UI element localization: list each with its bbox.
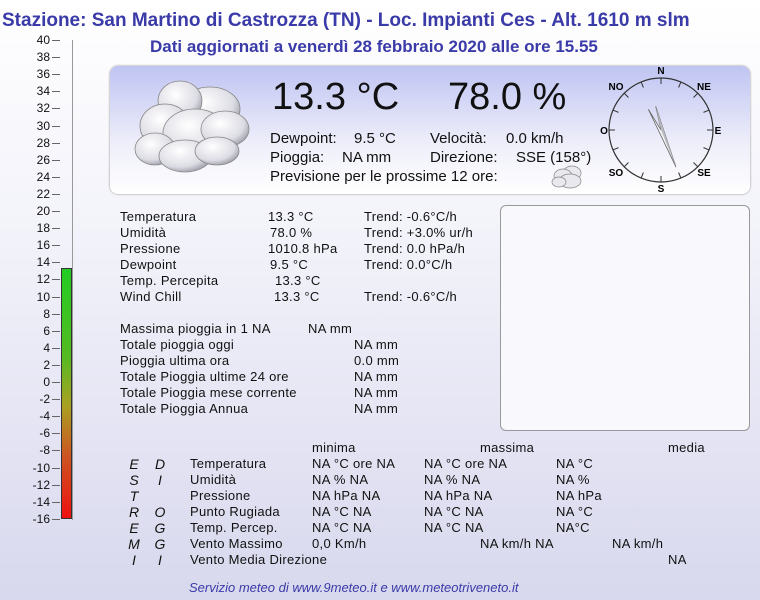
extreme-min: NA hPa NA xyxy=(312,488,381,503)
scale-tick xyxy=(52,519,60,520)
compass-tick xyxy=(613,148,619,150)
scale-tick-label: 6 xyxy=(43,323,50,338)
scale-tick xyxy=(52,450,60,451)
col-min-header: minima xyxy=(312,440,356,455)
scale-tick xyxy=(52,297,60,298)
scale-tick-label: 38 xyxy=(36,50,50,65)
wind-direction-needle xyxy=(648,106,679,168)
scale-tick xyxy=(52,91,60,92)
reading-value: 1010.8 hPa xyxy=(268,241,338,256)
scale-tick-label: -12 xyxy=(32,477,50,492)
compass-ne: NE xyxy=(697,82,711,93)
scale-tick xyxy=(52,382,60,383)
extreme-label: Umidità xyxy=(190,472,237,487)
dewpoint-value: 9.5 °C xyxy=(354,130,396,147)
wind-direction-value: SSE (158°) xyxy=(516,149,592,166)
scale-tick-label: 22 xyxy=(36,186,50,201)
rain-value: NA mm xyxy=(354,385,399,400)
compass-tick xyxy=(624,163,628,167)
scale-tick xyxy=(52,279,60,280)
scale-tick-label: -14 xyxy=(32,494,50,509)
rain-value: 0.0 mm xyxy=(354,353,400,368)
scale-tick-label: 34 xyxy=(36,84,50,99)
rain-max-1h-label: Massima pioggia in 1 NA xyxy=(120,321,271,336)
wind-speed-label: Velocità: xyxy=(430,130,487,147)
forecast-label: Previsione per le prossime 12 ore: xyxy=(270,168,498,185)
extreme-avg: NA km/h xyxy=(612,536,664,551)
rain-value: NA mm xyxy=(354,369,399,384)
reading-label: Pressione xyxy=(120,241,181,256)
rain-label: Pioggia ultima ora xyxy=(120,353,230,368)
scale-tick-label: 30 xyxy=(36,118,50,133)
extreme-label: Vento Massimo xyxy=(190,536,283,551)
extreme-label: Vento Media Direzione xyxy=(190,552,328,567)
scale-tick xyxy=(52,314,60,315)
compass-tick xyxy=(703,110,709,112)
scale-tick xyxy=(52,365,60,366)
compass-se: SE xyxy=(697,168,711,179)
scale-tick xyxy=(52,74,60,75)
scale-tick-label: 4 xyxy=(43,340,50,355)
extreme-max: NA % NA xyxy=(424,472,481,487)
scale-tick-label: 26 xyxy=(36,152,50,167)
scale-tick xyxy=(52,177,60,178)
rain-label: Pioggia: xyxy=(270,149,325,166)
reading-trend: Trend: +3.0% ur/h xyxy=(364,225,474,240)
scale-tick-label: -8 xyxy=(39,443,50,458)
compass-no: NO xyxy=(608,82,624,93)
extreme-min: NA °C NA xyxy=(312,504,372,519)
compass-tick xyxy=(694,163,698,167)
scale-tick xyxy=(52,485,60,486)
extreme-max: NA °C NA xyxy=(424,520,484,535)
scale-tick xyxy=(52,502,60,503)
reading-value: 13.3 °C xyxy=(275,273,321,288)
rain-value: NA mm xyxy=(354,337,399,352)
scale-tick xyxy=(52,468,60,469)
scale-tick xyxy=(52,194,60,195)
current-conditions-panel xyxy=(110,66,750,194)
side-letter: R xyxy=(128,504,140,520)
compass-tick xyxy=(624,93,628,97)
reading-value: 78.0 % xyxy=(270,225,313,240)
scale-tick-label: -4 xyxy=(39,409,50,424)
compass-tick xyxy=(641,82,643,88)
wind-direction-label: Direzione: xyxy=(430,149,498,166)
reading-label: Wind Chill xyxy=(120,289,182,304)
extreme-label: Pressione xyxy=(190,488,251,503)
side-letter: T xyxy=(129,488,139,504)
rain-label: Totale Pioggia Annua xyxy=(120,401,249,416)
scale-tick-label: 32 xyxy=(36,101,50,116)
side-letter: G xyxy=(154,520,166,536)
scale-tick-label: -6 xyxy=(39,426,50,441)
side-letter: D xyxy=(154,456,166,472)
update-timestamp: Dati aggiornati a venerdì 28 febbraio 2020 alle ore 15.55 xyxy=(150,37,598,56)
thermometer-scale xyxy=(0,34,60,529)
reading-label: Dewpoint xyxy=(120,257,177,272)
compass-tick xyxy=(613,110,619,112)
scale-tick-label: 12 xyxy=(36,272,50,287)
compass-tick xyxy=(679,172,681,178)
reading-trend: Trend: 0.0 hPa/h xyxy=(364,241,466,256)
reading-label: Temp. Percepita xyxy=(120,273,219,288)
extreme-max: NA °C ore NA xyxy=(424,456,508,471)
compass-tick xyxy=(641,172,643,178)
compass-tick xyxy=(679,82,681,88)
extreme-avg: NA xyxy=(668,552,687,567)
extreme-min: 0,0 Km/h xyxy=(312,536,367,551)
scale-tick xyxy=(52,245,60,246)
humidity-display: 78.0 % xyxy=(448,76,567,118)
forecast-cloud-icon xyxy=(550,162,586,190)
extreme-avg: NA hPa xyxy=(556,488,602,503)
chart-placeholder xyxy=(500,205,750,431)
extreme-label: Temperatura xyxy=(190,456,267,471)
scale-tick xyxy=(52,40,60,41)
scale-tick-label: 2 xyxy=(43,357,50,372)
scale-tick xyxy=(52,108,60,109)
scale-tick-label: -2 xyxy=(39,392,50,407)
compass-so: SO xyxy=(608,168,624,179)
rain-value: NA mm xyxy=(354,401,399,416)
extreme-avg: NA°C xyxy=(556,520,590,535)
reading-label: Temperatura xyxy=(120,209,197,224)
scale-tick xyxy=(52,160,60,161)
scale-tick xyxy=(52,416,60,417)
scale-tick xyxy=(52,433,60,434)
compass-tick xyxy=(703,148,709,150)
extreme-avg: NA °C xyxy=(556,504,594,519)
dewpoint-label: Dewpoint: xyxy=(270,130,337,147)
extreme-avg: NA °C xyxy=(556,456,594,471)
side-letter: O xyxy=(154,504,166,520)
extreme-max: NA hPa NA xyxy=(424,488,493,503)
reading-trend: Trend: 0.0°C/h xyxy=(364,257,453,272)
scale-tick xyxy=(52,348,60,349)
extreme-label: Temp. Percep. xyxy=(190,520,278,535)
scale-tick xyxy=(52,143,60,144)
scale-tick-label: -16 xyxy=(32,511,50,526)
scale-tick xyxy=(52,399,60,400)
rain-label: Totale Pioggia ultime 24 ore xyxy=(120,369,289,384)
scale-tick xyxy=(52,262,60,263)
reading-value: 13.3 °C xyxy=(274,289,320,304)
scale-tick-label: 20 xyxy=(36,204,50,218)
station-title: Stazione: San Martino di Castrozza (TN) - Loc. Impianti Ces - Alt. 1610 m slm xyxy=(2,10,690,31)
side-letter: I xyxy=(132,552,136,568)
scale-tick-label: 18 xyxy=(36,221,50,236)
side-letter: S xyxy=(129,472,139,488)
rain-label: Totale Pioggia mese corrente xyxy=(120,385,297,400)
scale-tick-label: -10 xyxy=(32,460,50,475)
side-letter: M xyxy=(128,536,140,552)
rain-value: NA mm xyxy=(342,149,392,166)
scale-tick-label: 40 xyxy=(36,33,50,47)
scale-tick-label: 10 xyxy=(36,289,50,304)
reading-label: Umidità xyxy=(120,225,167,240)
rain-label: Totale pioggia oggi xyxy=(120,337,235,352)
scale-tick xyxy=(52,211,60,212)
extreme-min: NA % NA xyxy=(312,472,369,487)
scale-tick-label: 28 xyxy=(36,135,50,150)
col-avg-header: media xyxy=(668,440,705,455)
thermometer-axis xyxy=(72,40,73,520)
compass-n: N xyxy=(657,66,665,77)
extreme-max: NA °C NA xyxy=(424,504,484,519)
compass-s: S xyxy=(657,184,665,194)
side-letter: E xyxy=(129,456,139,472)
wind-compass xyxy=(596,66,726,194)
extreme-min: NA °C ore NA xyxy=(312,456,396,471)
side-letter: E xyxy=(129,520,139,536)
reading-trend: Trend: -0.6°C/h xyxy=(364,209,458,224)
temperature-display: 13.3 °C xyxy=(272,76,400,118)
scale-tick xyxy=(52,126,60,127)
reading-trend: Trend: -0.6°C/h xyxy=(364,289,458,304)
rain-max-1h-value: NA mm xyxy=(308,321,353,336)
wind-speed-value: 0.0 km/h xyxy=(506,130,564,147)
scale-tick xyxy=(52,331,60,332)
thermometer-bar xyxy=(61,268,72,519)
scale-tick-label: 24 xyxy=(36,169,50,184)
extreme-label: Punto Rugiada xyxy=(190,504,280,519)
side-letter: I xyxy=(158,552,162,568)
extreme-min: NA °C NA xyxy=(312,520,372,535)
scale-tick xyxy=(52,228,60,229)
scale-tick-label: 0 xyxy=(43,375,50,389)
cloud-icon xyxy=(125,71,255,181)
scale-tick-label: 14 xyxy=(36,255,50,270)
reading-value: 9.5 °C xyxy=(270,257,309,272)
side-letter: I xyxy=(158,472,162,488)
scale-tick-label: 16 xyxy=(36,238,50,253)
reading-value: 13.3 °C xyxy=(268,209,314,224)
scale-tick-label: 8 xyxy=(43,306,50,321)
extreme-max: NA km/h NA xyxy=(480,536,554,551)
extreme-avg: NA % xyxy=(556,472,590,487)
side-letter: G xyxy=(154,536,166,552)
compass-o: O xyxy=(600,126,608,137)
compass-e: E xyxy=(714,126,722,137)
scale-tick xyxy=(52,57,60,58)
col-max-header: massima xyxy=(480,440,535,455)
scale-tick-label: 36 xyxy=(36,67,50,82)
footer-credit: Servizio meteo di www.9meteo.it e www.meteotriveneto.it xyxy=(189,580,519,595)
compass-tick xyxy=(694,93,698,97)
